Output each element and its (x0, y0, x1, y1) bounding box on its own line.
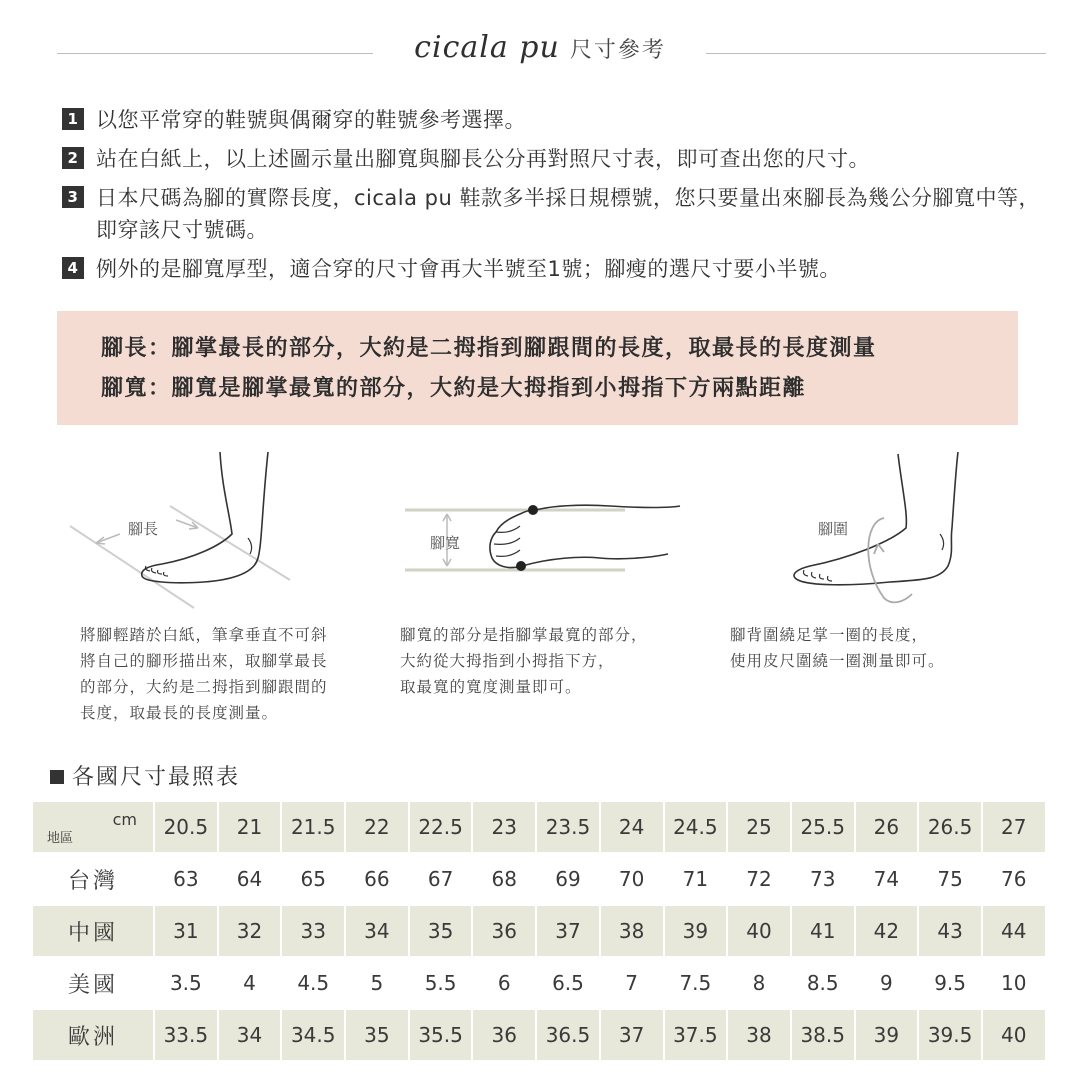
table-corner (33, 802, 153, 852)
cm-size-cell: 22.5 (409, 802, 473, 853)
size-value-cell: 37.5 (664, 1009, 728, 1061)
cm-size-cell: 27 (982, 802, 1046, 853)
guidance-item (62, 182, 1052, 246)
region-name-cell: 歐洲 (33, 1009, 154, 1061)
size-value-cell: 64 (218, 853, 282, 905)
description-line: 將腳輕踏於白紙，筆拿垂直不可斜 (80, 626, 328, 644)
size-value-cell: 9.5 (918, 957, 982, 1009)
size-table-title (50, 760, 240, 791)
size-value-cell: 4 (218, 957, 282, 1009)
guidance-text: 例外的是腳寬厚型，適合穿的尺寸會再大半號至1號；腳瘦的選尺寸要小半號。 (96, 257, 841, 281)
foot-length-label: 腳長 (128, 520, 159, 538)
size-value-cell: 10 (982, 957, 1046, 1009)
region-name-cell: 中國 (33, 905, 154, 957)
size-value-cell: 8.5 (791, 957, 855, 1009)
size-value-cell: 44 (982, 905, 1046, 957)
size-value-cell: 33 (281, 905, 345, 957)
cm-size-cell: 23 (472, 802, 536, 853)
size-value-cell: 63 (154, 853, 218, 905)
unit-label: cm (112, 810, 137, 829)
square-bullet-icon (50, 770, 64, 784)
cm-size-cell: 25.5 (791, 802, 855, 853)
size-value-cell: 39 (855, 1009, 919, 1061)
guidance-item (62, 143, 1052, 175)
description-line: 大約從大拇指到小拇指下方， (400, 652, 615, 670)
cm-size-cell: 22 (345, 802, 409, 853)
size-value-cell: 65 (281, 853, 345, 905)
guidance-text: 站在白紙上，以上述圖示量出腳寬與腳長公分再對照尺寸表，即可查出您的尺寸。 (96, 147, 870, 171)
guidance-list (62, 104, 1052, 292)
size-value-cell: 3.5 (154, 957, 218, 1009)
cm-size-cell: 24 (600, 802, 664, 853)
size-value-cell: 36.5 (536, 1009, 600, 1061)
cm-size-cell: 26 (855, 802, 919, 853)
size-value-cell: 36 (472, 905, 536, 957)
size-value-cell: 69 (536, 853, 600, 905)
size-value-cell: 37 (600, 1009, 664, 1061)
size-value-cell: 5.5 (409, 957, 473, 1009)
description-line: 使用皮尺圍繞一圈測量即可。 (730, 652, 945, 670)
size-value-cell: 42 (855, 905, 919, 957)
table-header-row (33, 802, 1046, 853)
cm-size-cell: 24.5 (664, 802, 728, 853)
guidance-text: 日本尺碼為腳的實際長度，cicala pu 鞋款多半採日規標號，您只要量出來腳長為幾公分腳寬中等，即穿該尺寸號碼。 (96, 186, 1040, 242)
foot-girth-illustration (780, 448, 1000, 608)
size-value-cell: 66 (345, 853, 409, 905)
size-value-cell: 34.5 (281, 1009, 345, 1061)
header-divider-right (706, 53, 1046, 54)
size-value-cell: 43 (918, 905, 982, 957)
size-value-cell: 35 (409, 905, 473, 957)
foot-width-definition: 腳寬：腳寬是腳掌最寬的部分，大約是大拇指到小拇指下方兩點距離 (101, 376, 807, 401)
size-value-cell: 40 (982, 1009, 1046, 1061)
size-value-cell: 31 (154, 905, 218, 957)
size-value-cell: 74 (855, 853, 919, 905)
size-value-cell: 39 (664, 905, 728, 957)
size-value-cell: 71 (664, 853, 728, 905)
table-row (33, 1009, 1046, 1061)
size-value-cell: 7.5 (664, 957, 728, 1009)
size-value-cell: 32 (218, 905, 282, 957)
size-value-cell: 33.5 (154, 1009, 218, 1061)
size-value-cell: 4.5 (281, 957, 345, 1009)
description-line: 的部分，大約是二拇指到腳跟間的 (80, 678, 328, 696)
description-line: 長度，取最長的長度測量。 (80, 704, 279, 722)
size-value-cell: 38 (600, 905, 664, 957)
size-value-cell: 37 (536, 905, 600, 957)
guidance-text: 以您平常穿的鞋號與偶爾穿的鞋號參考選擇。 (96, 108, 526, 132)
guidance-number: 1 (62, 108, 84, 130)
foot-width-illustration (400, 448, 690, 583)
header-subtitle: 尺寸參考 (569, 38, 666, 63)
size-value-cell: 9 (855, 957, 919, 1009)
size-value-cell: 67 (409, 853, 473, 905)
table-row (33, 905, 1046, 957)
guidance-number: 4 (62, 257, 84, 279)
foot-length-description (80, 622, 328, 726)
header-title (380, 30, 700, 65)
size-value-cell: 41 (791, 905, 855, 957)
guidance-number: 3 (62, 186, 84, 208)
description-line: 將自己的腳形描出來，取腳掌最長 (80, 652, 328, 670)
size-value-cell: 73 (791, 853, 855, 905)
size-value-cell: 36 (472, 1009, 536, 1061)
size-value-cell: 38.5 (791, 1009, 855, 1061)
size-value-cell: 75 (918, 853, 982, 905)
guidance-number: 2 (62, 147, 84, 169)
size-value-cell: 39.5 (918, 1009, 982, 1061)
size-value-cell: 6.5 (536, 957, 600, 1009)
cm-size-cell: 21 (218, 802, 282, 853)
size-value-cell: 35 (345, 1009, 409, 1061)
guidance-item (62, 253, 1052, 285)
size-value-cell: 34 (218, 1009, 282, 1061)
description-line: 取最寬的寬度測量即可。 (400, 678, 582, 696)
size-value-cell: 35.5 (409, 1009, 473, 1061)
cm-size-cell: 23.5 (536, 802, 600, 853)
brand-logo: cicala pu (414, 30, 560, 65)
guidance-item (62, 104, 1052, 136)
foot-width-description (400, 622, 648, 700)
size-value-cell: 7 (600, 957, 664, 1009)
region-name-cell: 台灣 (33, 853, 154, 905)
region-name-cell: 美國 (33, 957, 154, 1009)
region-label: 地區 (47, 831, 74, 846)
table-row (33, 853, 1046, 905)
cm-size-cell: 26.5 (918, 802, 982, 853)
size-value-cell: 34 (345, 905, 409, 957)
cm-size-cell: 25 (727, 802, 791, 853)
foot-width-label: 腳寬 (430, 534, 461, 552)
foot-length-illustration (62, 448, 302, 613)
foot-length-definition: 腳長：腳掌最長的部分，大約是二拇指到腳跟間的長度，取最長的長度測量 (101, 336, 877, 361)
foot-girth-label: 腳圍 (818, 520, 849, 538)
size-value-cell: 5 (345, 957, 409, 1009)
size-value-cell: 72 (727, 853, 791, 905)
size-value-cell: 68 (472, 853, 536, 905)
table-row (33, 957, 1046, 1009)
description-line: 腳背圍繞足掌一圈的長度， (730, 626, 929, 644)
size-table-title-text: 各國尺寸最照表 (72, 765, 241, 790)
size-value-cell: 40 (727, 905, 791, 957)
size-value-cell: 8 (727, 957, 791, 1009)
size-value-cell: 6 (472, 957, 536, 1009)
size-value-cell: 76 (982, 853, 1046, 905)
header-divider-left (57, 53, 373, 54)
size-conversion-table (33, 802, 1047, 1062)
table-corner-cell (33, 802, 154, 853)
page-header (0, 30, 1080, 76)
size-value-cell: 38 (727, 1009, 791, 1061)
cm-size-cell: 20.5 (154, 802, 218, 853)
size-value-cell: 70 (600, 853, 664, 905)
definition-box (57, 311, 1018, 425)
foot-girth-description (730, 622, 945, 674)
cm-size-cell: 21.5 (281, 802, 345, 853)
description-line: 腳寬的部分是指腳掌最寬的部分， (400, 626, 648, 644)
